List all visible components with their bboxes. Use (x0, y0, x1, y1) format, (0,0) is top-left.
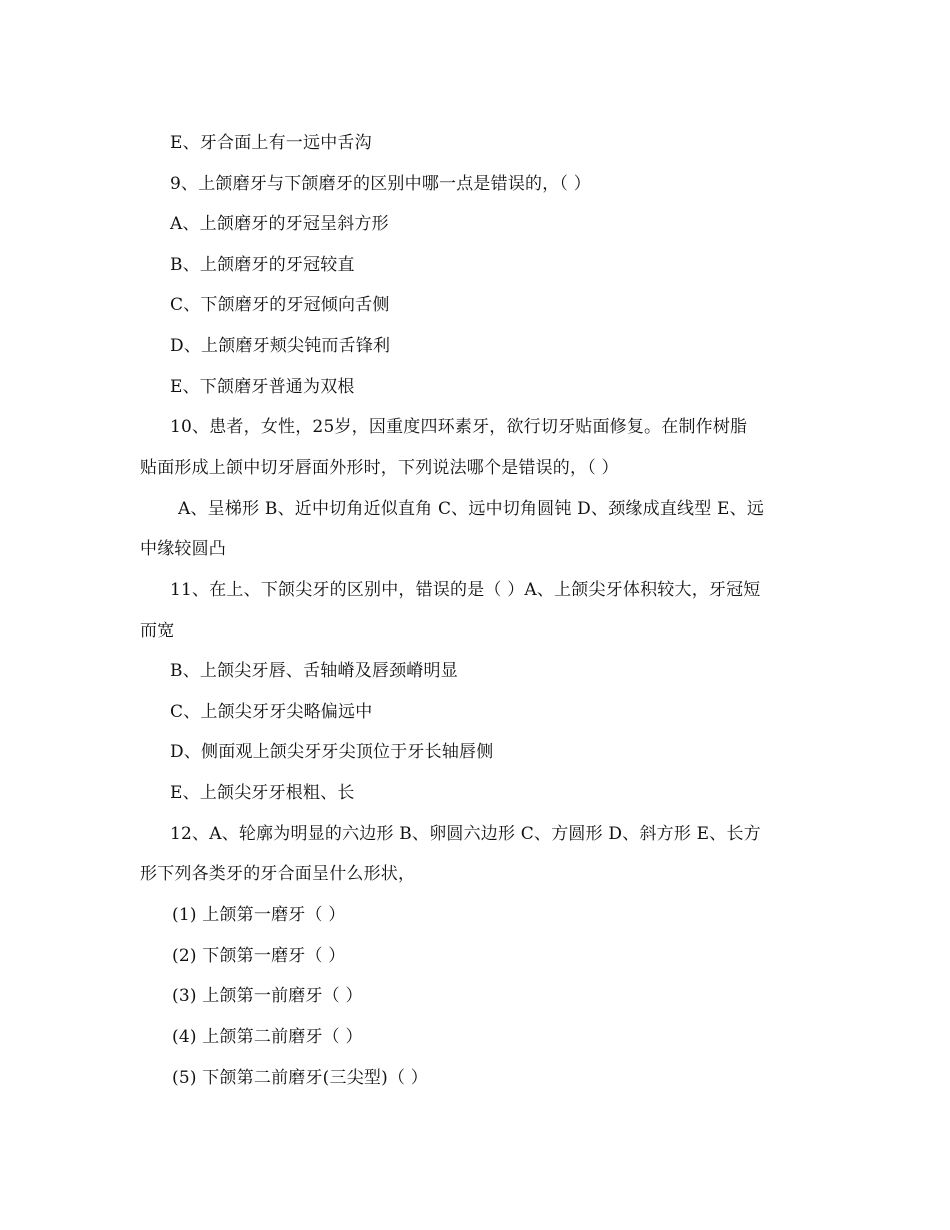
sub-question-3: (3) 上颌第一前磨牙（ ） (172, 986, 363, 1006)
question-11-line-1: 11、在上、下颌尖牙的区别中，错误的是（ ）A、上颌尖牙体积较大，牙冠短 (170, 580, 761, 600)
option-b-q9: B、上颌磨牙的牙冠较直 (170, 255, 355, 275)
sub-question-1: (1) 上颌第一磨牙（ ） (172, 905, 346, 925)
sub-question-4: (4) 上颌第二前磨牙（ ） (172, 1027, 363, 1047)
question-10-options-line-1: A、呈梯形 B、近中切角近似直角 C、远中切角圆钝 D、颈缘成直线型 E、远 (178, 499, 765, 519)
option-a-q9: A、上颌磨牙的牙冠呈斜方形 (170, 214, 389, 234)
question-10-line-2: 贴面形成上颌中切牙唇面外形时，下列说法哪个是错误的，（ ） (140, 458, 619, 478)
option-e-q9: E、下颌磨牙普通为双根 (170, 377, 355, 397)
question-12-line-1: 12、A、轮廓为明显的六边形 B、卵圆六边形 C、方圆形 D、斜方形 E、长方 (170, 824, 761, 844)
sub-question-5: (5) 下颌第二前磨牙(三尖型)（ ） (172, 1068, 428, 1088)
question-10-options-line-2: 中缘较圆凸 (140, 539, 226, 559)
option-b-q11: B、上颌尖牙唇、舌轴嵴及唇颈嵴明显 (170, 661, 458, 681)
question-11-line-2: 而宽 (140, 621, 175, 641)
option-c-q9: C、下颌磨牙的牙冠倾向舌侧 (170, 295, 390, 315)
sub-question-2: (2) 下颌第一磨牙（ ） (172, 946, 346, 966)
option-d-q11: D、侧面观上颌尖牙牙尖顶位于牙长轴唇侧 (170, 742, 494, 762)
option-c-q11: C、上颌尖牙牙尖略偏远中 (170, 702, 373, 722)
question-10-line-1: 10、患者，女性，25岁，因重度四环素牙，欲行切牙贴面修复。在制作树脂 (170, 417, 748, 437)
question-12-line-2: 形下列各类牙的牙合面呈什么形状， (140, 864, 416, 884)
option-e-q11: E、上颌尖牙牙根粗、长 (170, 783, 355, 803)
option-d-q9: D、上颌磨牙颊尖钝而舌锋利 (170, 336, 391, 356)
question-9: 9、上颌磨牙与下颌磨牙的区别中哪一点是错误的，（ ） (170, 174, 591, 194)
option-e-q8: E、牙合面上有一远中舌沟 (170, 133, 372, 153)
